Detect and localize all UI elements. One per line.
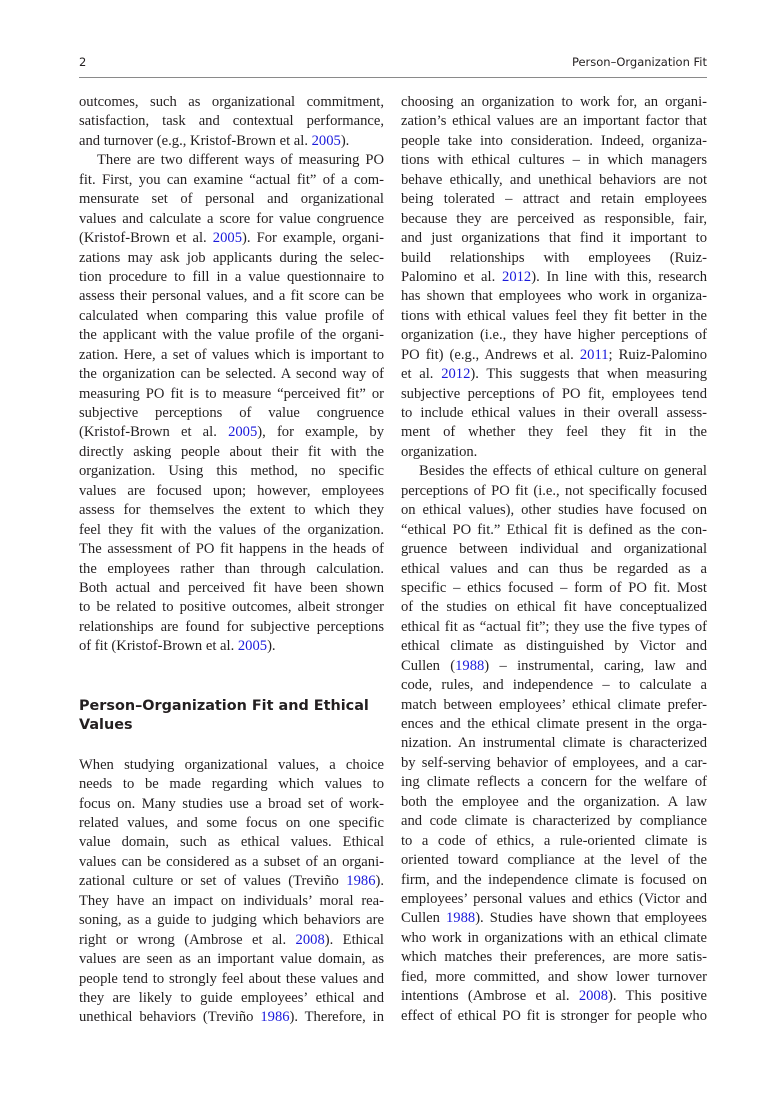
text-line: organization (i.e., they have higher perceptions of: [401, 327, 707, 344]
text-line: assess their personal values, and a fit score can be: [79, 288, 384, 305]
text-line: code, rules, and independence – to calculate a: [401, 677, 707, 694]
citation-link[interactable]: 2012: [502, 268, 532, 285]
text-line: [79, 132, 384, 151]
paragraph: [79, 151, 384, 656]
text-line: ences and the ethical climate present in the orga-: [401, 716, 707, 732]
text: ).: [375, 873, 384, 890]
text-line: [401, 909, 707, 928]
text-line: related values, and some focus on one specific: [79, 815, 384, 831]
text: and turnover (e.g., Kristof-Brown et al.: [79, 132, 312, 149]
text-line: [401, 268, 707, 287]
section-heading-line: Values: [79, 716, 133, 733]
text-line: relationships are found for subjective perceptions: [79, 618, 384, 635]
citation-link[interactable]: 2005: [228, 424, 258, 441]
text-line: [79, 229, 384, 248]
text-line: build relationships with employees (Ruiz-: [401, 249, 707, 266]
text: Cullen: [401, 910, 446, 927]
text-line: focus on. Many studies use a broad set of work-: [79, 795, 384, 812]
text: ).: [267, 638, 276, 655]
text-line: ethical fit as “actual fit”; they use the five types of: [401, 618, 707, 635]
text: PO fit) (e.g., Andrews et al.: [401, 346, 580, 363]
text-line: When studying organizational values, a choice: [79, 756, 384, 773]
citation-link[interactable]: 2012: [441, 366, 471, 383]
text-line: to a code of ethics, a rule-oriented climate is: [401, 832, 707, 849]
text-line: fied, more committed, and show lower turnover: [401, 968, 707, 985]
citation-link[interactable]: 1988: [455, 657, 485, 674]
text: ), for example, by: [257, 424, 384, 441]
text-line: directly asking people about their fit with the: [79, 443, 384, 460]
citation-link[interactable]: 2005: [212, 230, 242, 247]
text-line: [401, 987, 707, 1006]
text: ; Ruiz-Palomino: [608, 346, 707, 363]
text: Cullen (: [401, 657, 456, 674]
text-line: values are seen as an important value domain, as: [79, 951, 384, 968]
text-line: zation’s ethical values are an important factor that: [401, 113, 707, 130]
text-line: to include ethical values in their overall assess-: [401, 405, 707, 421]
text-line: [401, 346, 707, 365]
text-line: gruence between individual and organizational: [401, 541, 707, 558]
text-line: tions with ethical values feel they fit better in the: [401, 307, 707, 324]
text-line: who work in organizations with an ethical climate: [401, 929, 707, 946]
citation-link[interactable]: 2008: [295, 931, 325, 948]
text: right or wrong (Ambrose et al.: [79, 931, 296, 948]
text-line: subjective perceptions of PO fit, employees tend: [401, 385, 707, 402]
text-line: subjective perceptions of value congruence: [79, 405, 384, 421]
text-line: outcomes, such as organizational commitment,: [79, 94, 384, 110]
text-line: effect of ethical PO fit is stronger for people who: [401, 1007, 707, 1024]
text-line: values and calculate a score for value congruence: [79, 210, 384, 227]
text-line: assess for themselves the extent to which they: [79, 502, 384, 519]
text-line: perceptions of PO fit (i.e., not specifically focused: [401, 482, 707, 499]
running-title: Person–Organization Fit: [571, 55, 707, 69]
text-line: ment of whether they feel they fit in the: [401, 424, 707, 441]
text-line: firm, and the independence climate is focused on: [401, 871, 707, 888]
text-line: specific – ethics focused – form of PO fit. Most: [401, 579, 707, 596]
text-line: [79, 872, 384, 891]
text-line: satisfaction, task and contextual performance,: [79, 113, 384, 130]
text-line: soning, as a guide to judging which behaviors are: [79, 912, 384, 929]
text-line: values can be considered as a subset of an organi-: [79, 853, 384, 870]
citation-link[interactable]: 1988: [446, 910, 476, 927]
text: unethical behaviors (Treviño: [79, 1009, 261, 1026]
text-line: people tend to strongly feel about these values and: [79, 970, 384, 987]
text-line: [401, 657, 707, 676]
text-line: organization. Using this method, no specific: [79, 463, 384, 480]
text-line: [79, 931, 384, 950]
text-line: has shown that employees who work in organiza-: [401, 288, 707, 305]
citation-link[interactable]: 1986: [260, 1009, 290, 1026]
text-line: value domain, such as ethical values. Ethical: [79, 834, 384, 851]
text-line: tions with ethical cultures – in which managers: [401, 152, 707, 169]
section-heading-line: Person–Organization Fit and Ethical: [79, 697, 369, 714]
text-line: oriented toward compliance at the level of the: [401, 852, 707, 869]
text-line: The assessment of PO fit happens in the heads of: [79, 541, 384, 558]
text-line: and code climate is characterized by compliance: [401, 813, 707, 830]
text-line: ethical climate as distinguished by Victor and: [401, 638, 707, 655]
citation-link[interactable]: 2008: [578, 988, 609, 1005]
text-line: zations may ask job applicants during the selec-: [79, 249, 384, 266]
citation-link[interactable]: 2005: [311, 132, 341, 149]
text-line: of the studies on ethical fit have conceptualized: [401, 599, 707, 616]
page-header: [79, 53, 707, 78]
text-line: zation. Here, a set of values which is important to: [79, 346, 384, 363]
text-line: calculated when comparing this value profile of: [79, 307, 384, 324]
text: intentions (Ambrose et al.: [401, 988, 579, 1005]
paragraph: [79, 93, 384, 151]
right-column: [401, 93, 707, 1026]
text-line: Besides the effects of ethical culture on general: [419, 463, 707, 480]
text-line: [401, 365, 707, 384]
text-line: values are focused upon; however, employees: [79, 482, 384, 499]
text-line: [79, 637, 384, 656]
text-line: choosing an organization to work for, an organi-: [401, 94, 707, 110]
text-line: being tolerated – attract and retain employees: [401, 191, 707, 208]
text-line: behave ethically, and unethical behaviors are not: [401, 171, 707, 188]
text: zational culture or set of values (Treviño: [79, 873, 347, 890]
text-line: measuring PO fit is to measure “perceived fit” or: [79, 385, 384, 402]
text-line: mensurate set of personal and organizational: [79, 191, 384, 208]
text: ). Ethical: [324, 931, 384, 948]
text: ). This positive: [608, 988, 708, 1005]
text-line: nization. An instrumental climate is characterized: [401, 735, 707, 752]
text-line: both the employee and the organization. A law: [401, 793, 707, 810]
paragraph: [401, 93, 707, 462]
text-line: people take into consideration. Indeed, organiza-: [401, 132, 707, 149]
text: ). In line with this, research: [531, 268, 707, 285]
text: ).: [340, 132, 350, 149]
text-line: the applicant with the value profile of the organi-: [79, 327, 384, 344]
text-line: which matches their preferences, are more satis-: [401, 949, 707, 966]
text: ). For example, organi-: [241, 230, 385, 247]
text: Palomino et al.: [401, 268, 503, 285]
citation-link[interactable]: 2005: [237, 638, 268, 655]
text-line: because they are perceived as responsible, fair,: [401, 210, 707, 227]
text-line: They have an impact on individuals’ moral rea-: [79, 892, 384, 909]
text: (Kristof-Brown et al.: [79, 230, 213, 247]
text-line: ethical values and can thus be regarded as a: [401, 560, 707, 577]
paragraph: [79, 756, 384, 1028]
text-line: ing climate reflects a concern for the welfare of: [401, 774, 707, 791]
text-line: fit. First, you can examine “actual fit” of a com-: [79, 171, 384, 188]
text-line: organization.: [401, 443, 478, 460]
page-number: 2: [79, 55, 87, 69]
text-line: [79, 1008, 384, 1027]
text-line: the organization can be selected. A second way of: [79, 366, 384, 383]
text: ). Therefore, in: [289, 1009, 385, 1026]
text-line: There are two different ways of measuring PO: [97, 152, 384, 169]
text: ) – instrumental, caring, law and: [484, 657, 707, 674]
text-line: employees’ personal values and ethics (Victor and: [401, 890, 707, 907]
left-column: [79, 93, 384, 1028]
citation-link[interactable]: 1986: [346, 873, 376, 890]
text: ). Studies have shown that employees: [475, 910, 707, 927]
text-line: and just organizations that find it important to: [401, 230, 707, 247]
text-line: the employees rather than through calculation.: [79, 560, 384, 577]
text-line: to be related to positive outcomes, albeit stronger: [79, 599, 384, 616]
text: of fit (Kristof-Brown et al.: [79, 638, 238, 655]
text-line: “ethical PO fit.” Ethical fit is defined as the con-: [401, 521, 707, 538]
paragraph: [401, 462, 707, 1026]
citation-link[interactable]: 2011: [579, 346, 609, 363]
text-line: tion procedure to fill in a value questionnaire to: [79, 268, 384, 285]
text: (Kristof-Brown et al.: [79, 424, 229, 441]
text-line: Both actual and perceived fit have been shown: [79, 579, 384, 596]
text-line: [79, 423, 384, 442]
section-heading: [79, 697, 384, 735]
text-line: they are likely to guide employees’ ethical and: [79, 989, 384, 1006]
text: et al.: [401, 366, 442, 383]
text-line: needs to be made regarding which values to: [79, 776, 384, 793]
text: ). This suggests that when measuring: [470, 366, 707, 383]
text-line: feel they fit with the values of the organization.: [79, 521, 384, 538]
text-line: match between employees’ ethical climate prefer-: [401, 696, 707, 713]
text-line: by self-serving behavior of employees, and a car-: [401, 754, 707, 771]
text-line: on ethical values), other studies have focused on: [401, 502, 707, 519]
